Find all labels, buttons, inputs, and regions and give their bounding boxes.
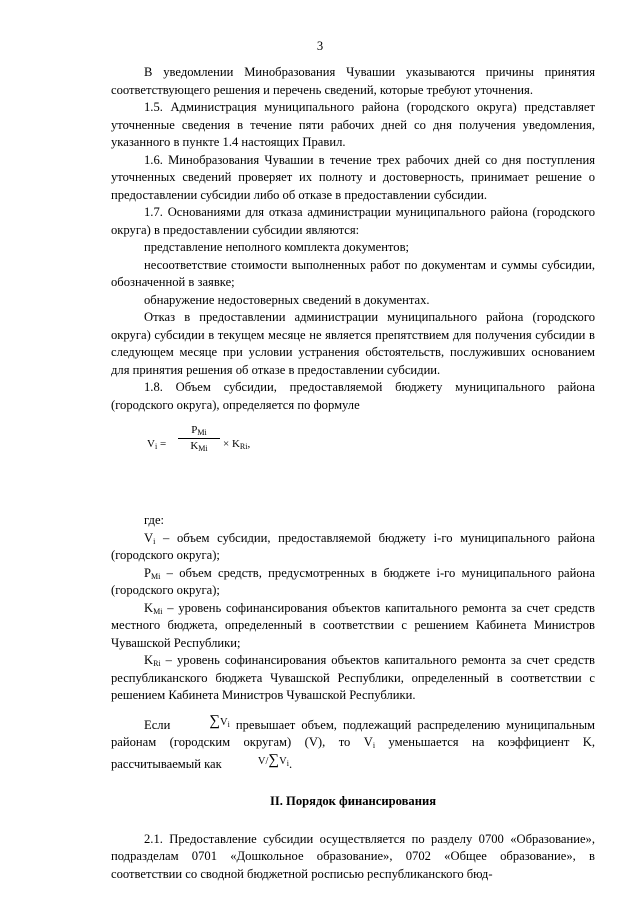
sum-end: . bbox=[288, 756, 293, 771]
subsidy-formula bbox=[147, 418, 595, 476]
paragraph-2-1: 2.1. Предоставление субсидии осуществляется по разделу 0700 «Образование», подразделам 0701 «Дошкольное образование», 0702 «Общее образование», в соответствии со сводной бюджетной росписью республиканского бюд- bbox=[111, 831, 595, 881]
paragraph-notification: В уведомлении Минобразования Чувашии указываются причины принятия соответствующего решения и перечень сведений, которые требуют уточнения. bbox=[111, 65, 595, 97]
definition-kmi bbox=[111, 600, 595, 653]
sum-text-1-sub: i bbox=[372, 741, 376, 750]
sum-text-2: уменьшается на коэффициент K, рассчитываемый как bbox=[111, 735, 595, 771]
def-kmi-symbol: K bbox=[144, 600, 154, 615]
paragraph-ground-2: несоответствие стоимости выполненных работ по документам и суммы субсидии, обозначенной в заявке; bbox=[111, 257, 595, 289]
page-number: 3 bbox=[316, 39, 324, 53]
ratio-v: V/ bbox=[257, 755, 269, 767]
formula-lhs bbox=[147, 438, 166, 451]
sum-v-sub: i bbox=[227, 719, 230, 729]
paragraph-1-8: 1.8. Объем субсидии, предоставляемой бюджету муниципального района (городского округа), определяется по формуле bbox=[111, 380, 595, 412]
ratio-vi-sub: i bbox=[286, 758, 289, 768]
paragraph-ground-3: обнаружение недостоверных сведений в документах. bbox=[144, 292, 430, 307]
formula-den-symbol: K bbox=[190, 440, 199, 452]
def-pmi-symbol: P bbox=[144, 565, 152, 580]
paragraph-1-5: 1.5. Администрация муниципального района (городского округа) представляет уточненные сведения в течение пяти рабочих дней со дня получения уведомления, указанного в пункте 1.4 настоящих Правил. bbox=[111, 100, 595, 149]
def-pmi-text: – объем средств, предусмотренных в бюджете i-го муниципального района (городского округа); bbox=[111, 565, 595, 597]
formula-den-sub: Mi bbox=[198, 444, 208, 453]
def-pmi-sub: Mi bbox=[151, 571, 161, 581]
def-vi-symbol: V bbox=[144, 530, 154, 545]
definition-vi bbox=[111, 530, 595, 565]
def-vi-sub: i bbox=[153, 536, 156, 546]
def-kmi-sub: Mi bbox=[153, 606, 163, 616]
sum-if: Если bbox=[144, 717, 177, 732]
formula-times-sub: Ri bbox=[239, 442, 248, 451]
sum-symbol: ∑ bbox=[209, 712, 221, 729]
formula-numerator bbox=[178, 424, 220, 439]
document-body bbox=[111, 64, 595, 883]
ratio-vi: V bbox=[279, 755, 287, 767]
formula-num-symbol: P bbox=[191, 424, 198, 436]
def-kri-text: – уровень софинансирования объектов капитального ремонта за счет средств республиканского бюджета Чувашской Республики, определенный в соответствии с решением Кабинета Министров Чувашской Республики. bbox=[111, 653, 595, 702]
def-vi-text: – объем субсидии, предоставляемой бюджету i-го муниципального района (городского округа); bbox=[111, 530, 595, 562]
definition-kri bbox=[111, 652, 595, 705]
formula-lhs-symbol: V bbox=[147, 438, 155, 450]
def-kri-sub: Ri bbox=[153, 659, 161, 668]
paragraph-1-6: 1.6. Минобразования Чувашии в течение трех рабочих дней со дня поступления уточненных сведений проверяет их полноту и достоверность, принимает решение о предоставлении субсидии либо об отказе в предоставлении субсидии. bbox=[111, 152, 595, 202]
def-kri-symbol: K bbox=[144, 653, 154, 667]
section-heading: II. Порядок финансирования bbox=[269, 794, 437, 808]
paragraph-ground-1: представление неполного комплекта документов; bbox=[144, 240, 410, 254]
formula-equals: = bbox=[157, 438, 167, 450]
sum-expression bbox=[176, 713, 230, 732]
sum-text-1: превышает объем, подлежащий распределению муниципальным районам (городским округам) (V), то V bbox=[111, 717, 595, 749]
def-kmi-text: – уровень софинансирования объектов капитального ремонта за счет средств местного бюджета, определенный в соответствии с решением Кабинета Министров Чувашской Республики; bbox=[111, 600, 595, 650]
paragraph-sum-condition bbox=[111, 713, 595, 774]
formula-multiplier bbox=[223, 438, 250, 451]
ratio-expression bbox=[225, 752, 289, 771]
paragraph-refusal: Отказ в предоставлении администрации муниципального района (городского округа) субсидии в текущем месяце не является препятствием для получения субсидии в следующем месяце при условии устранения обстоятельств, послуживших основанием для принятия решения об отказе в предоставлении субсидии. bbox=[111, 310, 595, 377]
paragraph-1-7: 1.7. Основаниями для отказа администрации муниципального района (городского округа) в предоставлении субсидии являются: bbox=[111, 205, 595, 237]
ratio-sum-symbol: ∑ bbox=[268, 751, 280, 768]
formula-tail: , bbox=[247, 438, 251, 450]
formula-fraction bbox=[178, 424, 220, 453]
formula-denominator bbox=[178, 439, 220, 453]
where-label: где: bbox=[144, 513, 165, 527]
definition-pmi bbox=[111, 565, 595, 600]
formula-lhs-sub: i bbox=[154, 442, 158, 451]
formula-num-sub: Mi bbox=[197, 428, 207, 437]
sum-v: V bbox=[220, 716, 228, 728]
formula-times-symbol: × K bbox=[223, 438, 240, 450]
